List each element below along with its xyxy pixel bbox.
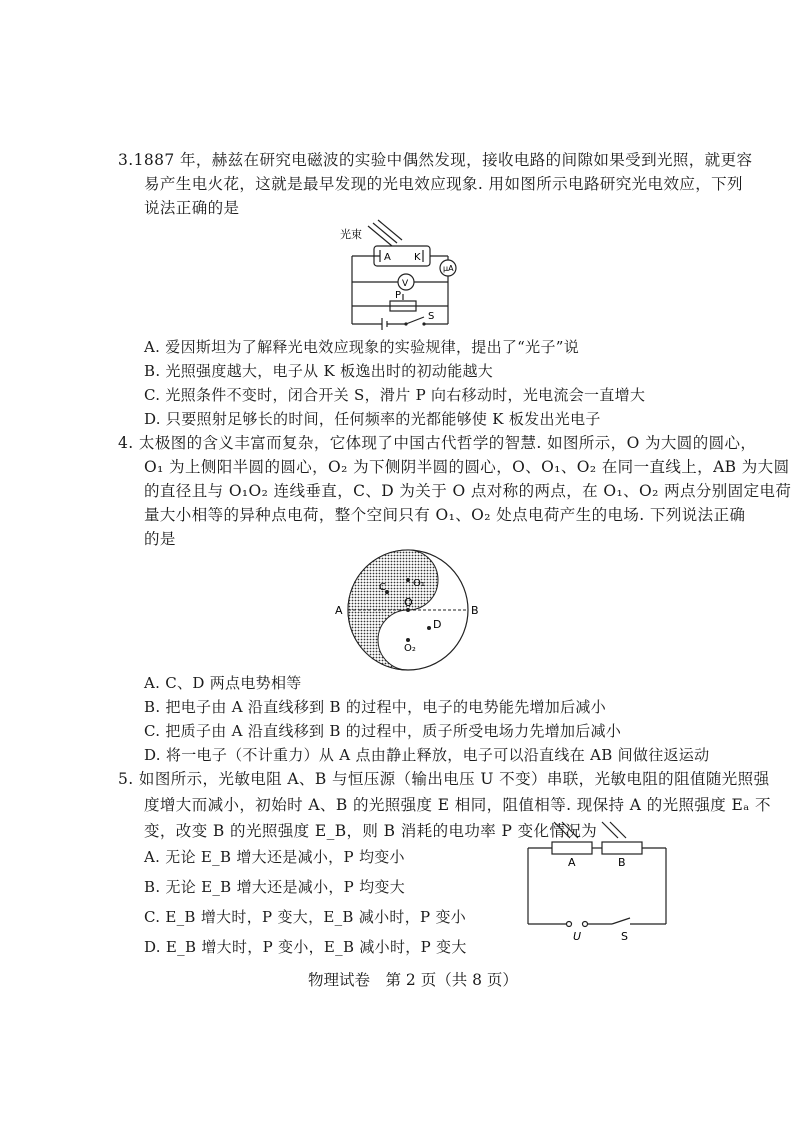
point-o2	[406, 638, 410, 642]
point-o1	[406, 578, 410, 582]
page-footer: 物理试卷 第 2 页（共 8 页）	[308, 971, 518, 989]
q3-option-a: A. 爱因斯坦为了解释光电效应现象的实验规律，提出了“光子”说	[144, 338, 580, 356]
q5-stem-line-2: 度增大而减小，初始时 A、B 的光照强度 E 相同，阻值相等. 现保持 A 的光照强度 Eₐ 不	[144, 796, 771, 814]
photocell-tube	[374, 246, 430, 266]
taiji-figure	[330, 548, 500, 672]
label-a: A	[568, 856, 576, 869]
label-k: K	[414, 252, 421, 263]
q3-stem-line-2: 易产生电火花，这就是最早发现的光电效应现象. 用如图所示电路研究光电效应，下列	[144, 175, 743, 193]
photoresistor-b	[602, 842, 642, 854]
q4-stem-line-2: O₁ 为上侧阳半圆的圆心，O₂ 为下侧阴半圆的圆心，O、O₁、O₂ 在同一直线上，AB 为大圆	[144, 458, 790, 476]
q4-stem-line-4: 量大小相等的异种点电荷，整个空间只有 O₁、O₂ 处点电荷产生的电场. 下列说法正确	[144, 506, 746, 524]
label-c: C	[379, 582, 386, 593]
label-b: B	[471, 604, 479, 617]
label-s: S	[428, 311, 435, 322]
q4-option-d: D. 将一电子（不计重力）从 A 点由静止释放，电子可以沿直线在 AB 间做往返运动	[144, 746, 710, 764]
label-o1: O₁	[413, 578, 425, 589]
q5-option-d: D. E_B 增大时，P 变小，E_B 减小时，P 变大	[144, 938, 467, 956]
q4-option-c: C. 把质子由 A 沿直线移到 B 的过程中，质子所受电场力先增加后减小	[144, 722, 622, 740]
label-a: A	[335, 604, 343, 617]
label-o: O	[404, 596, 413, 609]
q4-stem-line-3: 的直径且与 O₁O₂ 连线垂直，C、D 为关于 O 点对称的两点，在 O₁、O₂ 两点分别固定电荷	[144, 482, 792, 500]
photoresistor-a	[552, 842, 592, 854]
photoresistor-circuit-figure	[522, 820, 672, 942]
q4-stem-line-1: 4. 太极图的含义丰富而复杂，它体现了中国古代哲学的智慧. 如图所示，O 为大圆的圆心，	[118, 434, 757, 452]
source-terminal-2	[583, 922, 588, 927]
q4-stem-line-5: 的是	[144, 530, 176, 548]
label-a: A	[384, 252, 391, 263]
label-u: U	[573, 930, 582, 943]
point-d	[427, 626, 431, 630]
switch-s	[612, 918, 630, 924]
q4-option-a: A. C、D 两点电势相等	[144, 674, 302, 692]
label-voltmeter: V	[402, 279, 409, 289]
source-terminal-1	[567, 922, 572, 927]
label-s: S	[621, 930, 628, 943]
q5-option-b: B. 无论 E_B 增大还是减小，P 均变大	[144, 878, 406, 896]
switch-s	[406, 317, 424, 324]
q3-option-c: C. 光照条件不变时，闭合开关 S，滑片 P 向右移动时，光电流会一直增大	[144, 386, 646, 404]
q3-stem-line-3: 说法正确的是	[144, 199, 240, 217]
q5-option-a: A. 无论 E_B 增大还是减小，P 均变小	[144, 848, 405, 866]
label-d: D	[433, 618, 442, 631]
q5-stem-line-1: 5. 如图所示，光敏电阻 A、B 与恒压源（输出电压 U 不变）串联，光敏电阻的阻值随光照强	[118, 770, 770, 788]
q4-option-b: B. 把电子由 A 沿直线移到 B 的过程中，电子的电势能先增加后减小	[144, 698, 606, 716]
q3-stem-line-1: 3.1887 年，赫兹在研究电磁波的实验中偶然发现，接收电路的间隙如果受到光照，就更容	[118, 151, 753, 169]
label-p: P	[395, 290, 402, 301]
label-o2: O₂	[404, 643, 416, 654]
label-b: B	[618, 856, 626, 869]
q3-option-d: D. 只要照射足够长的时间，任何频率的光都能够使 K 板发出光电子	[144, 410, 601, 428]
q5-option-c: C. E_B 增大时，P 变大，E_B 减小时，P 变小	[144, 908, 467, 926]
q3-option-b: B. 光照强度越大，电子从 K 板逸出时的初动能越大	[144, 362, 494, 380]
label-microammeter: μA	[443, 264, 454, 273]
photoelectric-circuit-figure	[340, 218, 470, 330]
label-light-beam: 光束	[340, 228, 362, 241]
q5-stem-line-3: 变，改变 B 的光照强度 E_B，则 B 消耗的电功率 P 变化情况为	[144, 822, 598, 840]
